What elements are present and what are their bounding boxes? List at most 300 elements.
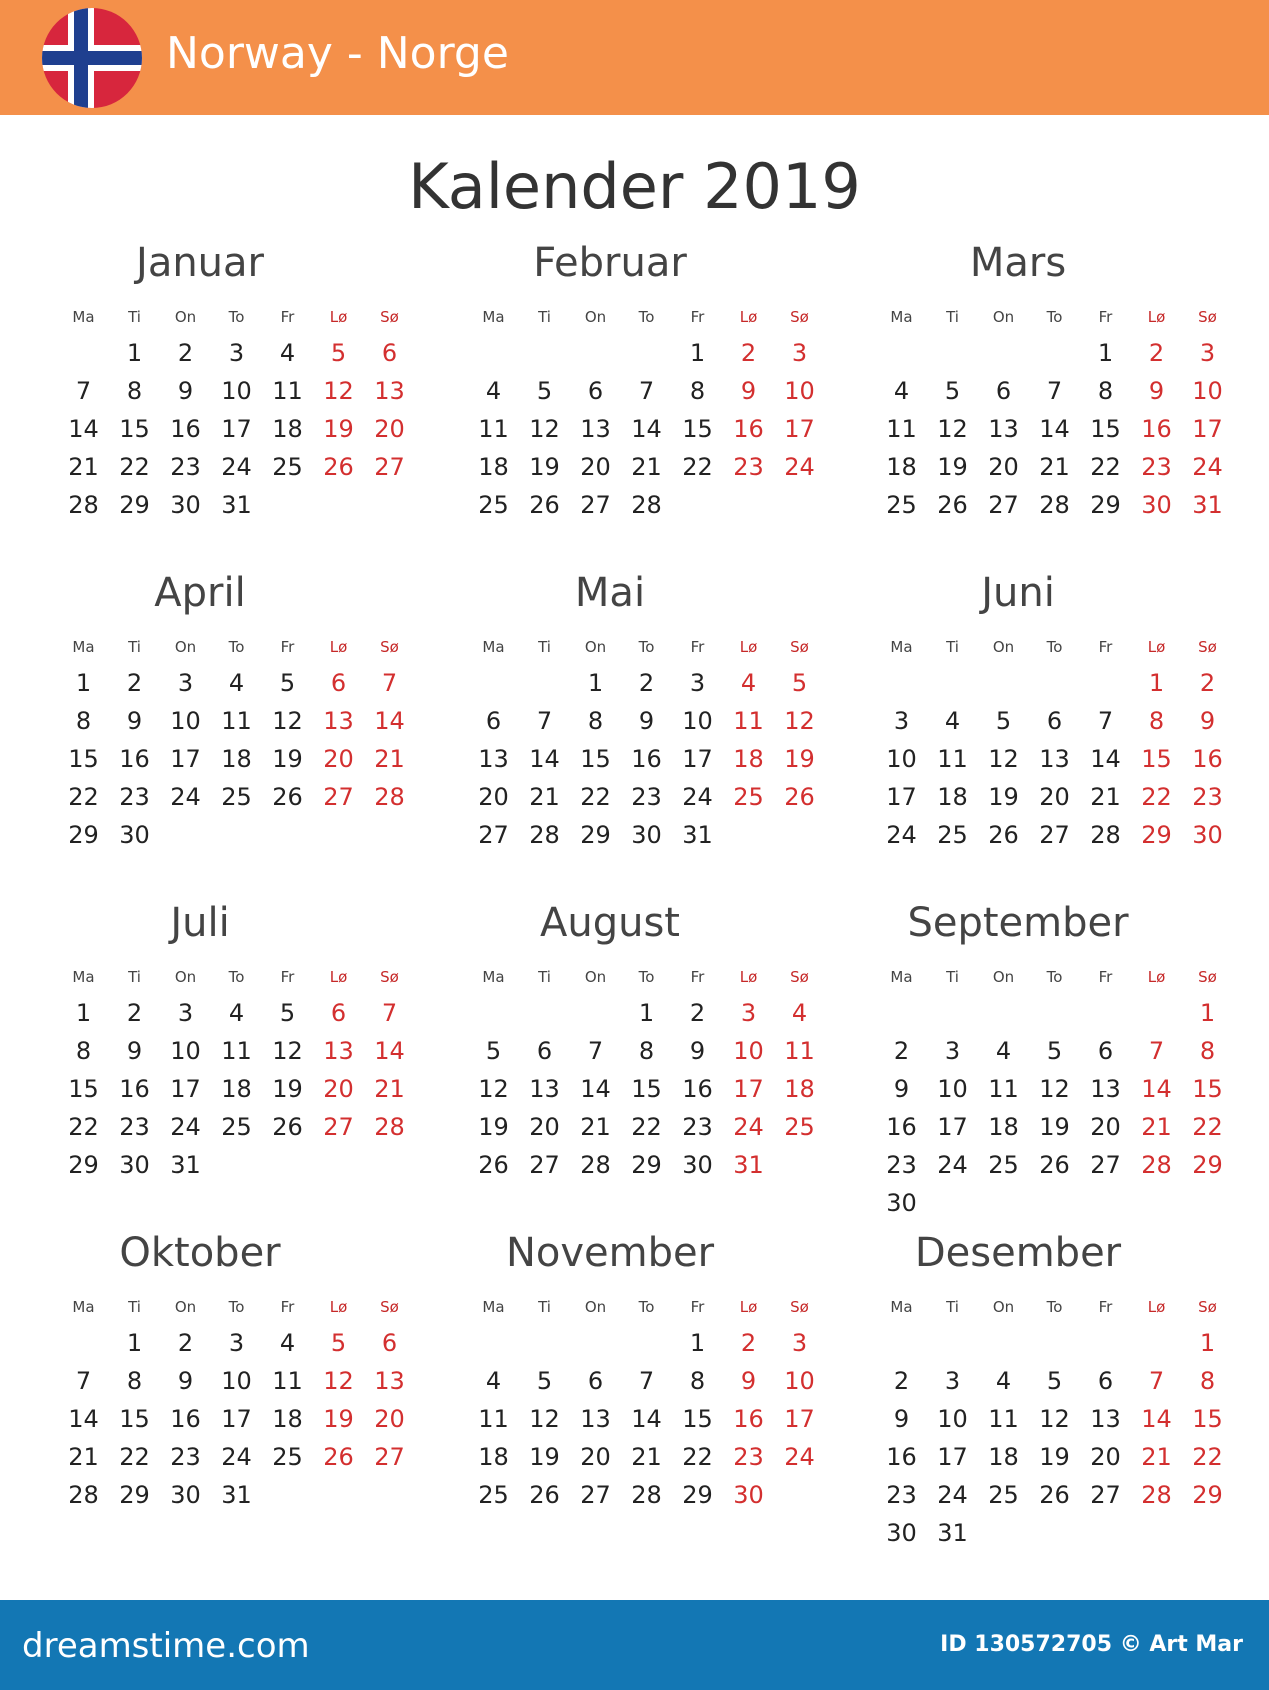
day-cell: 9	[177, 1367, 194, 1395]
day-cell: 28	[1141, 1481, 1172, 1509]
day-cell: 10	[682, 707, 713, 735]
day-cell: 14	[631, 415, 662, 443]
weekday-label: Sø	[380, 968, 399, 986]
day-cell: 13	[478, 745, 509, 773]
day-cell: 6	[1097, 1037, 1114, 1065]
day-cell: 19	[323, 415, 354, 443]
footer-bar	[0, 1600, 1269, 1690]
day-cell: 17	[682, 745, 713, 773]
empty-cell	[468, 1324, 519, 1362]
day-cell: 29	[682, 1481, 713, 1509]
day-cell: 7	[638, 377, 655, 405]
day-cell: 24	[682, 783, 713, 811]
day-cell: 7	[536, 707, 553, 735]
day-cell: 21	[1090, 783, 1121, 811]
weekday-label: To	[228, 308, 245, 326]
day-cell: 3	[791, 1329, 808, 1357]
day-cell: 18	[937, 783, 968, 811]
day-cell: 29	[580, 821, 611, 849]
day-cell: 26	[272, 1113, 303, 1141]
day-cell: 31	[1192, 491, 1223, 519]
empty-cell	[58, 334, 109, 372]
day-cell: 12	[323, 377, 354, 405]
day-cell: 19	[784, 745, 815, 773]
day-cell: 20	[988, 453, 1019, 481]
day-cell: 5	[944, 377, 961, 405]
day-cell: 19	[529, 453, 560, 481]
weekday-label: Sø	[1198, 968, 1217, 986]
weekday-label: Ma	[482, 968, 505, 986]
weekday-label: Ma	[482, 638, 505, 656]
day-cell: 10	[886, 745, 917, 773]
day-cell: 30	[1192, 821, 1223, 849]
day-cell: 11	[221, 707, 252, 735]
weekday-label: Sø	[790, 308, 809, 326]
day-cell: 20	[323, 745, 354, 773]
day-cell: 2	[740, 339, 757, 367]
day-cell: 1	[1199, 999, 1216, 1027]
day-cell: 30	[1141, 491, 1172, 519]
day-cell: 7	[75, 1367, 92, 1395]
day-cell: 22	[68, 1113, 99, 1141]
day-cell: 14	[68, 415, 99, 443]
day-cell: 19	[529, 1443, 560, 1471]
day-cell: 4	[944, 707, 961, 735]
day-cell: 18	[272, 415, 303, 443]
day-cell: 7	[1148, 1367, 1165, 1395]
day-cell: 11	[784, 1037, 815, 1065]
weekday-label: To	[638, 968, 655, 986]
day-cell: 26	[323, 453, 354, 481]
day-cell: 14	[1141, 1405, 1172, 1433]
day-cell: 20	[1090, 1113, 1121, 1141]
day-cell: 15	[119, 415, 150, 443]
day-cell: 12	[529, 1405, 560, 1433]
weekday-label: Lø	[1147, 308, 1166, 326]
day-cell: 16	[733, 415, 764, 443]
day-cell: 22	[631, 1113, 662, 1141]
day-cell: 3	[944, 1037, 961, 1065]
weekday-label: To	[228, 1298, 245, 1316]
day-cell: 8	[1148, 707, 1165, 735]
day-cell: 16	[886, 1443, 917, 1471]
weekday-label: Sø	[1198, 308, 1217, 326]
day-cell: 5	[330, 339, 347, 367]
day-cell: 15	[119, 1405, 150, 1433]
day-cell: 25	[937, 821, 968, 849]
weekday-row	[468, 1292, 828, 1322]
day-cell: 30	[886, 1189, 917, 1217]
day-cell: 20	[1090, 1443, 1121, 1471]
day-cell: 22	[1090, 453, 1121, 481]
day-cell: 13	[580, 415, 611, 443]
weekday-label: To	[638, 1298, 655, 1316]
month-block	[848, 1230, 1228, 1547]
day-cell: 23	[170, 1443, 201, 1471]
day-cell: 14	[529, 745, 560, 773]
day-cell: 20	[1039, 783, 1070, 811]
day-cell: 17	[886, 783, 917, 811]
day-cell: 2	[638, 669, 655, 697]
day-cell: 23	[119, 783, 150, 811]
weekday-label: Lø	[739, 638, 758, 656]
day-cell: 14	[68, 1405, 99, 1433]
empty-cell	[519, 664, 570, 702]
day-cell: 21	[374, 745, 405, 773]
day-cell: 3	[1199, 339, 1216, 367]
header-bar	[0, 0, 1269, 115]
day-cell: 22	[119, 1443, 150, 1471]
day-cell: 25	[272, 453, 303, 481]
empty-cell	[621, 334, 672, 372]
day-cell: 9	[740, 1367, 757, 1395]
day-cell: 26	[784, 783, 815, 811]
weekday-label: Lø	[739, 968, 758, 986]
day-cell: 8	[689, 1367, 706, 1395]
day-cell: 7	[1046, 377, 1063, 405]
day-cell: 17	[1192, 415, 1223, 443]
weekday-row	[468, 962, 828, 992]
day-cell: 6	[1046, 707, 1063, 735]
empty-cell	[468, 664, 519, 702]
month-block	[848, 240, 1228, 540]
empty-cell	[978, 1324, 1029, 1362]
day-cell: 5	[279, 999, 296, 1027]
day-cell: 14	[1039, 415, 1070, 443]
day-cell: 20	[374, 415, 405, 443]
day-cell: 1	[689, 339, 706, 367]
day-cell: 17	[784, 415, 815, 443]
day-cell: 4	[279, 1329, 296, 1357]
day-cell: 4	[995, 1367, 1012, 1395]
norway-flag-icon	[42, 8, 142, 108]
day-cell: 1	[587, 669, 604, 697]
day-cell: 8	[638, 1037, 655, 1065]
weekday-label: On	[174, 308, 197, 326]
day-cell: 14	[374, 1037, 405, 1065]
day-cell: 1	[75, 669, 92, 697]
day-cell: 19	[1039, 1113, 1070, 1141]
weekday-label: Sø	[790, 638, 809, 656]
month-name: Juni	[981, 570, 1055, 616]
day-cell: 9	[638, 707, 655, 735]
day-cell: 31	[221, 1481, 252, 1509]
empty-cell	[570, 334, 621, 372]
weekday-label: On	[584, 638, 607, 656]
weekday-label: Ma	[890, 308, 913, 326]
weekday-label: Sø	[380, 308, 399, 326]
day-cell: 9	[177, 377, 194, 405]
day-cell: 2	[1148, 339, 1165, 367]
day-cell: 23	[119, 1113, 150, 1141]
weekday-label: Ti	[128, 308, 141, 326]
day-cell: 15	[580, 745, 611, 773]
weekday-label: To	[1046, 968, 1063, 986]
day-cell: 2	[126, 669, 143, 697]
day-cell: 14	[374, 707, 405, 735]
day-cell: 26	[323, 1443, 354, 1471]
weekday-label: On	[584, 968, 607, 986]
day-cell: 6	[995, 377, 1012, 405]
empty-cell	[927, 994, 978, 1032]
day-cell: 26	[478, 1151, 509, 1179]
weekday-label: To	[1046, 638, 1063, 656]
day-cell: 10	[170, 707, 201, 735]
day-cell: 17	[221, 415, 252, 443]
empty-cell	[1029, 1324, 1080, 1362]
day-cell: 20	[323, 1075, 354, 1103]
day-cell: 20	[374, 1405, 405, 1433]
day-cell: 3	[689, 669, 706, 697]
day-cell: 6	[381, 1329, 398, 1357]
day-cell: 8	[1199, 1367, 1216, 1395]
day-cell: 3	[740, 999, 757, 1027]
empty-cell	[978, 994, 1029, 1032]
day-cell: 5	[1046, 1367, 1063, 1395]
day-cell: 5	[995, 707, 1012, 735]
empty-cell	[1080, 664, 1131, 702]
empty-cell	[876, 334, 927, 372]
day-cell: 11	[886, 415, 917, 443]
day-cell: 13	[323, 707, 354, 735]
day-cell: 17	[784, 1405, 815, 1433]
weekday-label: Ma	[482, 1298, 505, 1316]
day-cell: 12	[478, 1075, 509, 1103]
day-cell: 16	[631, 745, 662, 773]
day-cell: 22	[1141, 783, 1172, 811]
day-cell: 4	[485, 377, 502, 405]
day-cell: 4	[791, 999, 808, 1027]
day-cell: 3	[228, 1329, 245, 1357]
weekday-label: Sø	[790, 968, 809, 986]
empty-cell	[978, 664, 1029, 702]
day-cell: 30	[886, 1519, 917, 1547]
month-block	[30, 900, 410, 1200]
empty-cell	[1080, 994, 1131, 1032]
day-cell: 6	[587, 1367, 604, 1395]
day-grid	[58, 334, 418, 524]
day-cell: 18	[733, 745, 764, 773]
day-cell: 28	[374, 1113, 405, 1141]
day-cell: 7	[1148, 1037, 1165, 1065]
day-cell: 21	[529, 783, 560, 811]
day-cell: 16	[733, 1405, 764, 1433]
day-cell: 28	[374, 783, 405, 811]
month-name: Oktober	[119, 1230, 281, 1276]
day-cell: 9	[126, 707, 143, 735]
weekday-label: Fr	[690, 638, 705, 656]
weekday-label: Sø	[380, 638, 399, 656]
day-cell: 29	[1192, 1151, 1223, 1179]
weekday-label: Ma	[72, 638, 95, 656]
day-cell: 21	[1141, 1113, 1172, 1141]
day-cell: 18	[988, 1113, 1019, 1141]
day-cell: 16	[1141, 415, 1172, 443]
day-cell: 24	[170, 1113, 201, 1141]
day-cell: 24	[170, 783, 201, 811]
day-cell: 3	[893, 707, 910, 735]
day-cell: 11	[733, 707, 764, 735]
day-cell: 31	[682, 821, 713, 849]
day-cell: 17	[170, 1075, 201, 1103]
day-cell: 7	[381, 669, 398, 697]
day-cell: 31	[937, 1519, 968, 1547]
day-cell: 25	[478, 1481, 509, 1509]
weekday-label: Sø	[380, 1298, 399, 1316]
day-cell: 2	[177, 1329, 194, 1357]
day-cell: 11	[937, 745, 968, 773]
weekday-label: On	[992, 968, 1015, 986]
day-cell: 10	[170, 1037, 201, 1065]
day-grid	[468, 334, 828, 524]
day-cell: 29	[631, 1151, 662, 1179]
month-block	[440, 1230, 820, 1530]
day-cell: 30	[170, 491, 201, 519]
day-cell: 2	[740, 1329, 757, 1357]
day-cell: 18	[784, 1075, 815, 1103]
day-cell: 24	[221, 1443, 252, 1471]
day-cell: 4	[995, 1037, 1012, 1065]
empty-cell	[1029, 334, 1080, 372]
day-cell: 10	[733, 1037, 764, 1065]
month-name: Februar	[533, 240, 687, 286]
day-cell: 4	[228, 669, 245, 697]
day-cell: 25	[886, 491, 917, 519]
day-cell: 19	[478, 1113, 509, 1141]
day-cell: 25	[733, 783, 764, 811]
day-cell: 7	[638, 1367, 655, 1395]
day-cell: 10	[221, 1367, 252, 1395]
weekday-label: Fr	[1098, 308, 1113, 326]
day-cell: 19	[1039, 1443, 1070, 1471]
empty-cell	[58, 1324, 109, 1362]
day-cell: 23	[682, 1113, 713, 1141]
day-cell: 9	[126, 1037, 143, 1065]
day-cell: 10	[937, 1405, 968, 1433]
weekday-label: Sø	[1198, 638, 1217, 656]
empty-cell	[876, 994, 927, 1032]
day-cell: 12	[1039, 1075, 1070, 1103]
day-cell: 2	[893, 1037, 910, 1065]
month-block	[30, 570, 410, 870]
day-cell: 23	[1141, 453, 1172, 481]
weekday-label: Fr	[280, 638, 295, 656]
day-cell: 12	[937, 415, 968, 443]
day-cell: 12	[784, 707, 815, 735]
day-cell: 15	[1192, 1075, 1223, 1103]
day-cell: 5	[485, 1037, 502, 1065]
weekday-label: Lø	[1147, 1298, 1166, 1316]
day-cell: 21	[1039, 453, 1070, 481]
day-cell: 1	[75, 999, 92, 1027]
day-cell: 5	[791, 669, 808, 697]
empty-cell	[927, 1324, 978, 1362]
month-name: April	[154, 570, 246, 616]
day-cell: 8	[75, 1037, 92, 1065]
day-cell: 4	[279, 339, 296, 367]
day-cell: 23	[631, 783, 662, 811]
day-cell: 20	[580, 453, 611, 481]
day-cell: 7	[587, 1037, 604, 1065]
day-cell: 20	[529, 1113, 560, 1141]
weekday-row	[58, 1292, 418, 1322]
weekday-label: Lø	[1147, 968, 1166, 986]
empty-cell	[468, 334, 519, 372]
weekday-row	[58, 302, 418, 332]
day-cell: 10	[937, 1075, 968, 1103]
month-block	[848, 900, 1228, 1217]
day-cell: 30	[631, 821, 662, 849]
day-cell: 16	[119, 745, 150, 773]
weekday-label: On	[174, 968, 197, 986]
day-cell: 22	[682, 453, 713, 481]
day-cell: 21	[68, 453, 99, 481]
weekday-label: On	[992, 1298, 1015, 1316]
weekday-label: Fr	[690, 968, 705, 986]
day-cell: 28	[580, 1151, 611, 1179]
day-cell: 22	[682, 1443, 713, 1471]
empty-cell	[876, 1324, 927, 1362]
day-cell: 15	[682, 415, 713, 443]
day-cell: 13	[323, 1037, 354, 1065]
day-cell: 24	[937, 1481, 968, 1509]
day-cell: 9	[1199, 707, 1216, 735]
empty-cell	[1029, 994, 1080, 1032]
month-block	[30, 1230, 410, 1530]
day-cell: 26	[529, 1481, 560, 1509]
day-cell: 28	[68, 1481, 99, 1509]
day-cell: 28	[68, 491, 99, 519]
day-cell: 15	[631, 1075, 662, 1103]
weekday-label: Lø	[739, 308, 758, 326]
month-name: August	[540, 900, 680, 946]
weekday-label: To	[638, 308, 655, 326]
empty-cell	[1131, 994, 1182, 1032]
day-cell: 20	[580, 1443, 611, 1471]
day-cell: 1	[689, 1329, 706, 1357]
empty-cell	[570, 1324, 621, 1362]
weekday-label: Lø	[329, 1298, 348, 1316]
weekday-label: Fr	[1098, 968, 1113, 986]
day-cell: 15	[1192, 1405, 1223, 1433]
day-cell: 27	[1090, 1481, 1121, 1509]
weekday-label: To	[1046, 308, 1063, 326]
day-cell: 8	[689, 377, 706, 405]
weekday-label: Ma	[482, 308, 505, 326]
month-name: Mars	[969, 240, 1067, 286]
day-cell: 12	[988, 745, 1019, 773]
day-cell: 16	[119, 1075, 150, 1103]
day-cell: 11	[272, 1367, 303, 1395]
month-name: Mai	[574, 570, 646, 616]
weekday-label: Lø	[329, 638, 348, 656]
day-cell: 26	[1039, 1151, 1070, 1179]
day-cell: 27	[374, 453, 405, 481]
day-cell: 23	[733, 453, 764, 481]
weekday-label: To	[228, 968, 245, 986]
brand-label: dreamstime.com	[22, 1626, 310, 1666]
weekday-row	[58, 632, 418, 662]
day-cell: 16	[1192, 745, 1223, 773]
empty-cell	[570, 994, 621, 1032]
day-cell: 6	[330, 669, 347, 697]
day-cell: 24	[784, 1443, 815, 1471]
day-cell: 1	[126, 339, 143, 367]
day-cell: 7	[381, 999, 398, 1027]
day-cell: 11	[988, 1075, 1019, 1103]
month-name: September	[907, 900, 1129, 946]
day-grid	[876, 994, 1236, 1222]
